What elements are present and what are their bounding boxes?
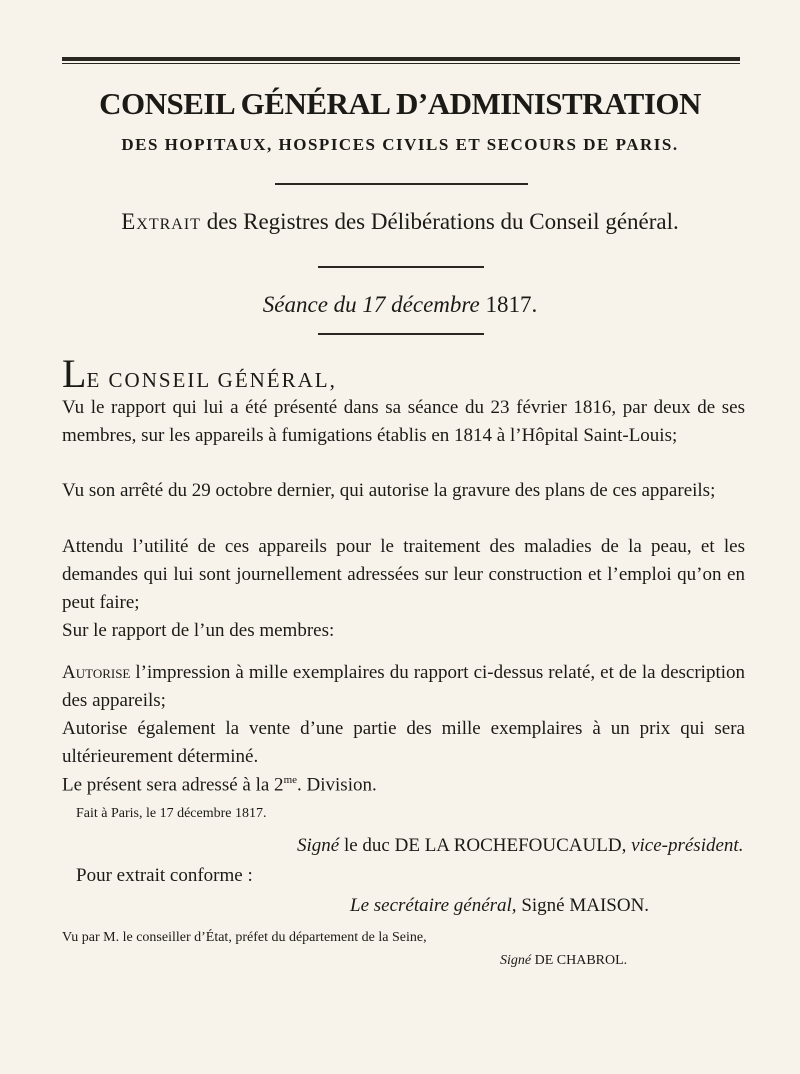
top-border-thick [62,57,740,61]
document-title: CONSEIL GÉNÉRAL D’ADMINISTRATION [99,86,701,121]
sig2-name: Signé MAISON. [516,895,650,916]
sig1-signe: Signé [297,835,340,856]
document-subtitle: DES HOPITAUX, HOSPICES CIVILS ET SECOURS DE PARIS. [121,135,679,154]
divider-2 [318,266,484,268]
pour-extrait-conforme: Pour extrait conforme : [76,865,253,886]
extrait-heading [0,209,800,235]
signature-chabrol [500,953,627,969]
sig1-role: vice-président. [631,835,744,856]
sig3-name: DE CHABROL. [531,953,628,968]
divider-3 [318,333,484,335]
sig3-signe: Signé [500,953,532,968]
seance-year: 1817. [479,292,538,317]
sig1-name: le duc DE LA ROCHEFOUCAULD, [339,835,632,856]
paragraph-sur-rapport: Sur le rapport de l’un des membres: [62,620,335,641]
extrait-lead: Extrait [121,209,201,234]
paragraph-autorise-impression [62,659,745,715]
seance-label: Séance du 17 décembre [262,292,480,317]
council-heading [62,350,337,397]
heading-initial: L [62,351,87,396]
sig2-role: Le secrétaire général, [350,895,517,916]
paragraph-attendu: Attendu l’utilité de ces appareils pour le traitement des maladies de la peau, et les demandes qui lui sont journellement adressées sur leur construction et l’emploi qu’on en peut faire; [62,536,745,613]
paragraph-autorise-vente: Autorise également la vente d’une partie des mille exemplaires à un prix qui sera ultérieurement déterminé. [62,718,745,767]
autorise-lead: Autorise [62,662,131,683]
present-pre: Le présent sera adressé à la 2 [62,774,284,796]
paragraph-vu-arrete: Vu son arrêté du 29 octobre dernier, qui autorise la gravure des plans de ces appareils; [62,480,716,501]
divider-1 [275,183,528,185]
fait-a-paris: Fait à Paris, le 17 décembre 1817. [76,806,267,821]
heading-rest: E CONSEIL GÉNÉRAL, [86,368,337,392]
autorise-rest: l’impression à mille exemplaires du rapport ci-dessus relaté, et de la description des appareils; [62,662,745,711]
seance-line [0,292,800,318]
extrait-rest: des Registres des Délibérations du Conseil général. [200,209,679,234]
signature-rochefoucauld [297,835,743,857]
vu-par-prefet: Vu par M. le conseiller d’État, préfet du département de la Seine, [62,930,427,945]
signature-maison [350,895,649,917]
present-sup: me [283,774,298,786]
present-post: . Division. [297,774,377,796]
paragraph-vu-rapport: Vu le rapport qui lui a été présenté dans sa séance du 23 février 1816, par deux de ses membres, sur les appareils à fumigations établis en 1814 à l’Hôpital Saint-Louis; [62,397,745,446]
paragraph-present [62,774,377,796]
top-border-thin [62,63,740,64]
